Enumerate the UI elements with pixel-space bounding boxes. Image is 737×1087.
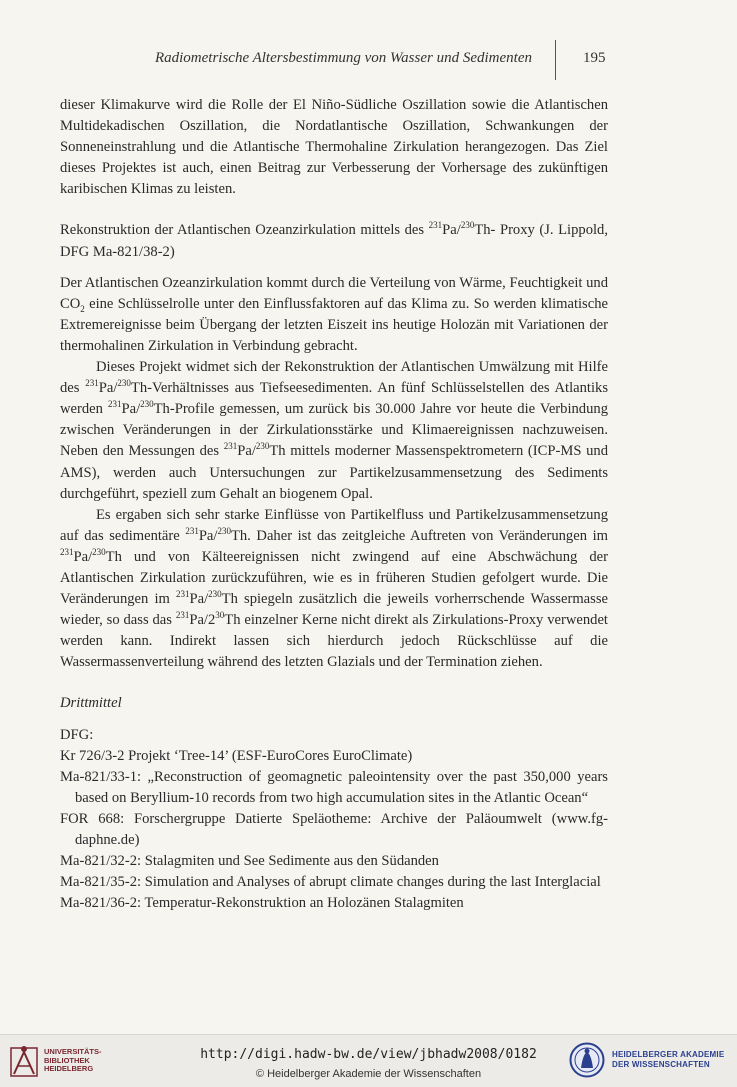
paragraph-results: Es ergaben sich sehr starke Einflüsse von Partikelfluss und Partikelzusammensetzung auf das sedimentäre $^{231}$Pa/$^{230}$Th. Daher ist das zeitgleiche Auftreten von Veränderungen im $^{231}$Pa/$^{230}$Th und von Kälteereignissen nicht zwingend auf eine Abschwächung der Atlantischen Zirkulation zurückzuführen, wie es in früheren Studien gefolgert wurde. Die Veränderungen im $^{231}$Pa/$^{230}$Th spiegeln zusätzlich die jeweils vorherrschende Wassermasse wieder, so dass das $^{231}Pa/2^{30}Th$ einzelner Kerne nicht direkt als Zirkulations-Proxy verwendet werden kann. Indirekt lassen sich hierdurch jedoch Rückschlüsse auf die Wassermassenverteilung während des letzten Glazials und der Termination ziehen. [60, 506, 608, 671]
paragraph-project: Dieses Projekt widmet sich der Rekonstruktion der Atlantischen Umwälzung mit Hilfe des $^{231}$Pa/$^{230}$Th-Verhältnisses aus Tiefseesedimenten. An fünf Schlüsselstellen des Atlantiks werden $^{231}$Pa/$^{230}$Th-Profile gemessen, um zurück bis 30.000 Jahre vor heute die Verbindung zwischen Veränderungen in der Zirkulationsstärke und Klimaereignissen nachzuweisen. Neben den Messungen des $^{231}$Pa/$^{230}$Th mittels moderner Massenspektrometern (ICP-MS und AMS), werden auch Untersuchungen zur Partikelzusammensetzung des Sediments durchgeführt, speziell zum Gehalt an biogenem Opal. [60, 359, 608, 502]
drittmittel-label: Drittmittel [60, 695, 122, 712]
list-item: Kr 726/3-2 Projekt ‘Tree-14’ (ESF-EuroCores EuroClimate) [60, 747, 413, 764]
page-content [60, 95, 608, 914]
list-item: Ma-821/35-2: Simulation and Analyses of abrupt climate changes during the last Interglacial [60, 874, 601, 891]
page-number: 195 [583, 50, 606, 66]
footer-bar [0, 1034, 737, 1087]
academy-logo-text: HEIDELBERGER AKADEMIE DER WISSENSCHAFTEN [612, 1050, 725, 1069]
paragraph-intro: dieser Klimakurve wird die Rolle der El Niño-Südliche Oszillation sowie die Atlantischen Multidekadischen Oszillation, die Nordatlantische Oszillation, Schwankungen der Sonneneinstrahlung und die Atlantische Thermohaline Zirkulation herangezogen. Das Ziel dieses Projektes ist auch, einen Beitrag zur Verbesserung der Vorhersage des zukünftigen karibischen Klimas zu leisten. [60, 97, 608, 198]
university-library-logo-text: UNIVERSITÄTS- BIBLIOTHEK HEIDELBERG [44, 1047, 102, 1073]
section-heading: Rekonstruktion der Atlantischen Ozeanzirkulation mittels des $^{231}$Pa/$^{230}$Th- Proxy (J. Lippold, DFG Ma-821/38-2) [60, 220, 608, 260]
academy-seal-icon [569, 1042, 605, 1078]
copyright-notice: © Heidelberger Akademie der Wissenschaften [255, 1068, 482, 1080]
list-item: Ma-821/36-2: Temperatur-Rekonstruktion an Holozänen Stalagmiten [60, 895, 464, 912]
list-item: Ma-821/32-2: Stalagmiten und See Sedimente aus den Südanden [60, 853, 439, 870]
header-divider [555, 40, 556, 80]
dfg-label: DFG: [60, 726, 94, 743]
list-item: FOR 668: Forschergruppe Datierte Speläotheme: Archive der Paläoumwelt (www.fg-daphne.de) [60, 810, 608, 848]
paragraph-ocean-circulation: Der Atlantischen Ozeanzirkulation kommt durch die Verteilung von Wärme, Feuchtigkeit und $CO_2$ eine Schlüsselrolle unter den Einflussfaktoren auf das Klima zu. So werden klimatische Extremereignisse beim Übergang der letzten Eiszeit ins heutige Holozän mit Variationen der thermohalinen Zirkulation in Verbindung gebracht. [60, 274, 608, 354]
list-item: Ma-821/33-1: „Reconstruction of geomagnetic paleointensity over the past 350,000 years based on Beryllium-10 records from two high accumulation sites in the Atlantic Ocean“ [60, 768, 608, 806]
running-title: Radiometrische Altersbestimmung von Wasser und Sedimenten [154, 50, 532, 66]
page-header [0, 48, 737, 72]
source-url-link[interactable]: http://digi.hadw-bw.de/view/jbhadw2008/0182 [200, 1047, 537, 1062]
